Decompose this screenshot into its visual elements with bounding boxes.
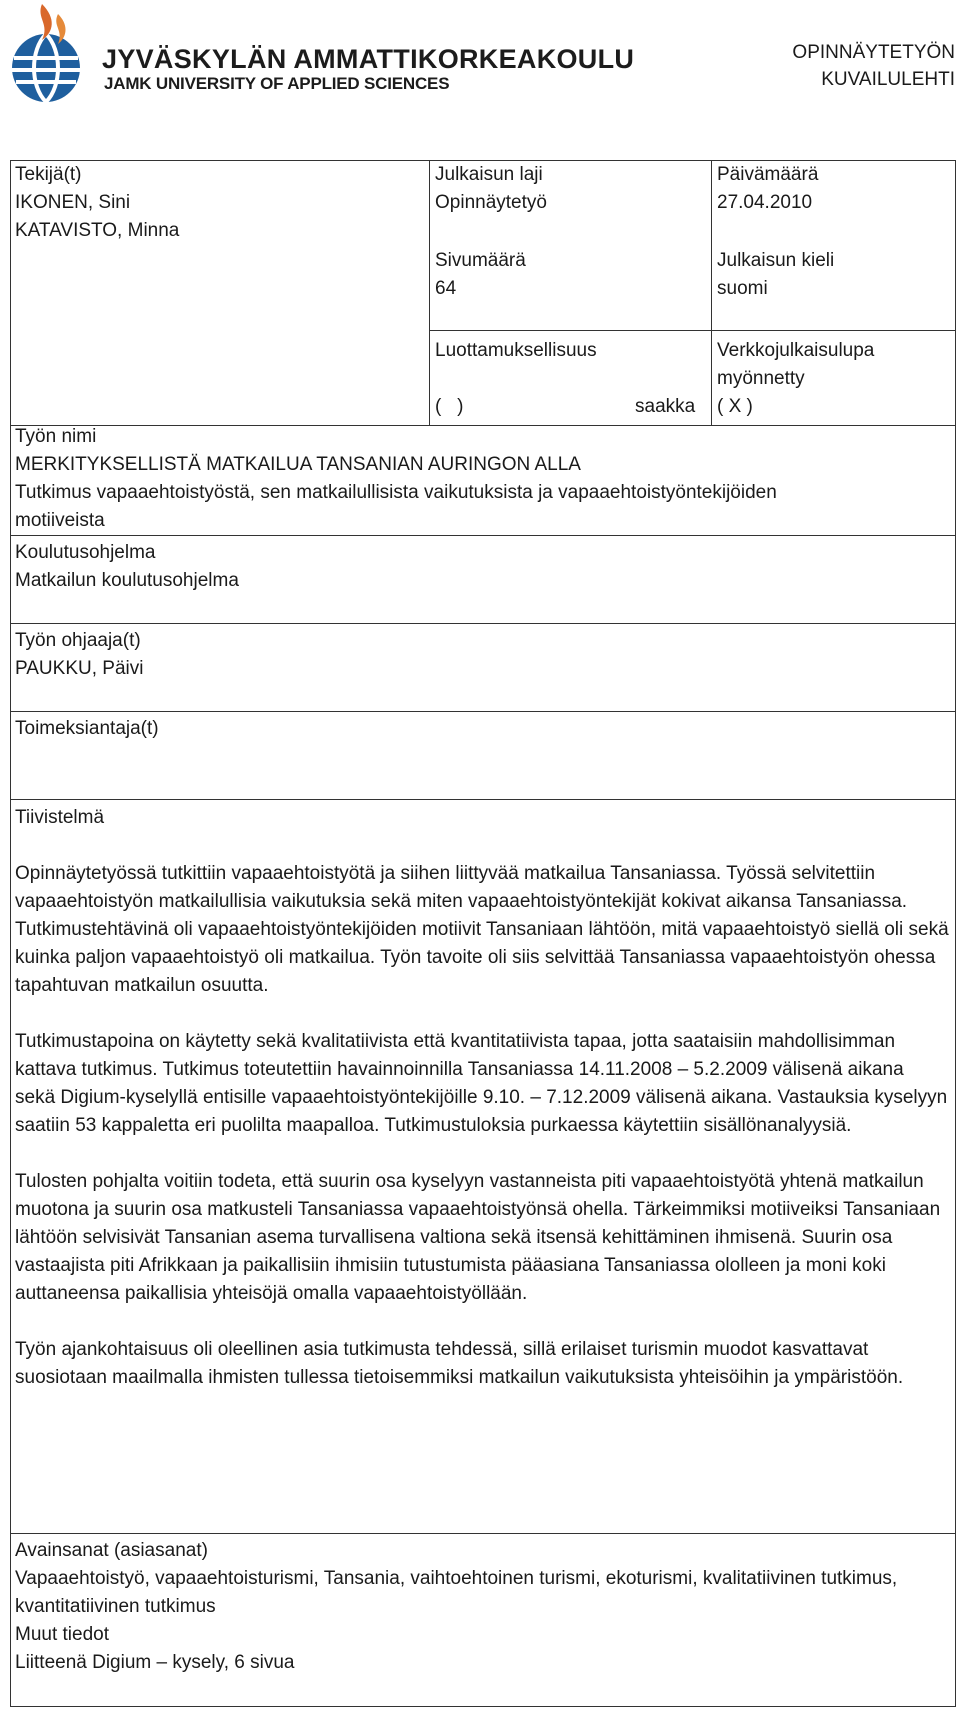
authors-cell xyxy=(15,161,179,245)
commissioner-cell xyxy=(15,715,159,743)
document-type-line1: OPINNÄYTETYÖN xyxy=(792,42,955,63)
programme-value: Matkailun koulutusohjelma xyxy=(15,570,239,591)
publication-type-label: Julkaisun laji xyxy=(435,164,543,185)
publication-type-value: Opinnäytetyö xyxy=(435,192,547,213)
web-publication-label: Verkkojulkaisulupa xyxy=(717,340,875,361)
language-label: Julkaisun kieli xyxy=(717,250,835,271)
web-publication-cell xyxy=(717,337,874,421)
confidentiality-checkbox: ( ) xyxy=(435,396,464,417)
title-subtitle-2: motiiveista xyxy=(15,510,105,531)
document-type xyxy=(792,39,955,93)
web-publication-value: ( X ) xyxy=(717,396,753,417)
title-main: MERKITYKSELLISTÄ MATKAILUA TANSANIAN AURINGON ALLA xyxy=(15,454,581,475)
language-cell xyxy=(717,247,834,303)
author-name: KATAVISTO, Minna xyxy=(15,220,180,241)
confidentiality-until: saakka xyxy=(635,396,696,417)
keywords-cell xyxy=(15,1537,949,1621)
other-info-cell xyxy=(15,1621,949,1677)
commissioner-label: Toimeksiantaja(t) xyxy=(15,718,159,739)
date-label: Päivämäärä xyxy=(717,164,819,185)
description-form xyxy=(10,160,956,1707)
title-label: Työn nimi xyxy=(15,426,97,447)
publication-type-cell xyxy=(435,161,547,217)
web-publication-label-2: myönnetty xyxy=(717,368,805,389)
supervisor-label: Työn ohjaaja(t) xyxy=(15,630,141,651)
authors-label: Tekijä(t) xyxy=(15,164,82,185)
abstract-paragraph: Opinnäytetyössä tutkittiin vapaaehtoistyötä ja siihen liittyvää matkailua Tansaniassa. Työssä selvitettiin vapaaehtoistyön matkailullisia vaikutuksia sekä miten vapaaehtoistyöntekijät kokivat aikansa Tansaniassa. Tutkimustehtävinä oli vapaaehtoistyöntekijöiden motiivit Tansaniaan lähtöön, mitä vapaaehtoistyö siellä oli sekä kuinka paljon vapaaehtoistyö oli matkailua. Työn tavoite oli siis selvittää Tansaniassa vapaaehtoistyön ohessa tapahtuvan matkailun osuutta. xyxy=(15,863,949,996)
institution-logo xyxy=(6,4,635,108)
abstract-label: Tiivistelmä xyxy=(15,807,105,828)
programme-label: Koulutusohjelma xyxy=(15,542,156,563)
other-info-label: Muut tiedot xyxy=(15,1624,109,1645)
language-value: suomi xyxy=(717,278,768,299)
pages-cell xyxy=(435,247,526,303)
keywords-label: Avainsanat (asiasanat) xyxy=(15,1540,208,1561)
abstract-body xyxy=(15,860,949,1420)
abstract-paragraph: Tulosten pohjalta voitiin todeta, että suurin osa kyselyyn vastanneista piti vapaaehtoistyötä yhtenä matkailun muotona ja suurin osa matkusteli Tansaniassa vapaaehtoistyönsä ohella. Tärkeimmiksi motiiveiksi Tansaniaan lähtöön selvisivät Tansanian asema turvallisena valtiona sekä itsensä kehittäminen ihmisenä. Suurin osa vastaajista piti Afrikkaan ja paikallisiin ihmisiin tutustumista pääasiana Tansaniassa ololleen ja moni koki auttaneensa paikallisia yhteisöjä omalla vapaaehtoistyöllään. xyxy=(15,1171,941,1304)
title-cell xyxy=(15,423,945,535)
supervisor-cell xyxy=(15,627,143,683)
institution-name: JYVÄSKYLÄN AMMATTIKORKEAKOULU xyxy=(102,44,635,74)
programme-cell xyxy=(15,539,239,595)
institution-name-english: JAMK UNIVERSITY OF APPLIED SCIENCES xyxy=(104,74,450,93)
other-info-value: Liitteenä Digium – kysely, 6 sivua xyxy=(15,1652,295,1673)
keywords-value: Vapaaehtoistyö, vapaaehtoisturismi, Tansania, vaihtoehtoinen turismi, ekoturismi, kvalitatiivinen tutkimus, kvantitatiivinen tutkimus xyxy=(15,1568,898,1617)
confidentiality-label: Luottamuksellisuus xyxy=(435,340,597,361)
abstract-paragraph: Tutkimustapoina on käytetty sekä kvalitatiivista että kvantitatiivista tapaa, jotta saataisiin mahdollisimman kattava tutkimus. Tutkimus toteutettiin havainnoinnilla Tansaniassa 14.11.2008 – 5.2.2009 välisenä aikana sekä Digium-kyselyllä entisille vapaaehtoistyöntekijöille 9.10. – 7.12.2009 välisenä aikana. Vastauksia kyselyyn saatiin 53 kappaletta eri puolilta maapalloa. Tutkimustuloksia purkaessa käytettiin sisällönanalyysiä. xyxy=(15,1031,948,1136)
date-value: 27.04.2010 xyxy=(717,192,813,213)
pages-value: 64 xyxy=(435,278,457,299)
title-subtitle: Tutkimus vapaaehtoistyöstä, sen matkailullisista vaikutuksista ja vapaaehtoistyöntekijöiden xyxy=(15,482,777,503)
date-cell xyxy=(717,161,818,217)
supervisor-value: PAUKKU, Päivi xyxy=(15,658,144,679)
abstract-paragraph: Työn ajankohtaisuus oli oleellinen asia tutkimusta tehdessä, sillä erilaiset turismin muodot kasvattavat suosiotaan maailmalla ihmisten tullessa tietoisemmiksi matkailun vaikutuksista yhteisöihin ja ympäristöön. xyxy=(15,1339,904,1388)
document-type-line2: KUVAILULEHTI xyxy=(821,69,955,90)
author-name: IKONEN, Sini xyxy=(15,192,131,213)
pages-label: Sivumäärä xyxy=(435,250,526,271)
globe-flame-icon xyxy=(6,4,96,108)
